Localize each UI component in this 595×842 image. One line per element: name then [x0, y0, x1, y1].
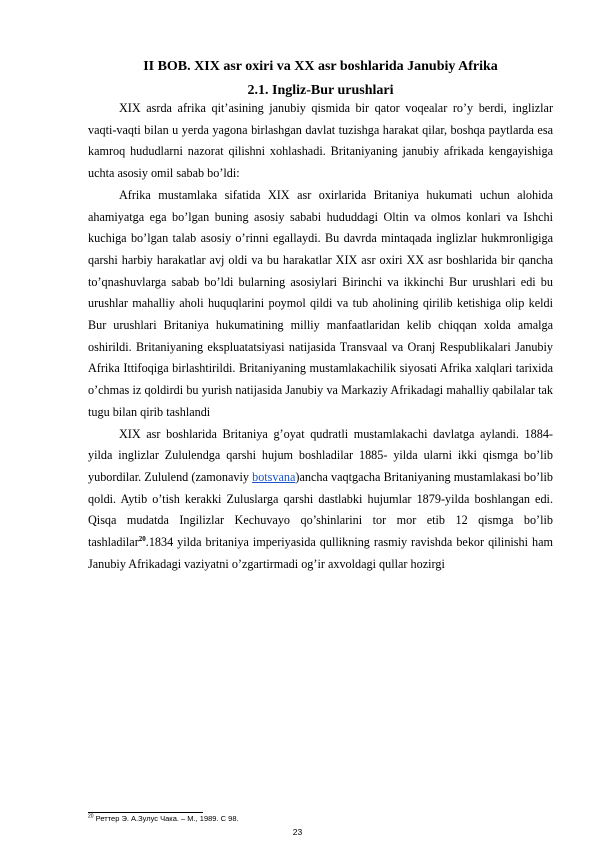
paragraph-3: [88, 424, 553, 576]
paragraph-2: Afrika mustamlaka sifatida XIX asr oxirlarida Britaniya hukumati uchun alohida ahamiyatga ega bo’lgan buning asosiy sababi hududdagi Oltin va olmos konlari va Ishchi kuchiga bo’lgan talab asosiy o’rinni egallaydi. Bu davrda mintaqada inglizlar hukmronligiga qarshi harbiy harakatlar avj oldi va bu harakatlar XIX asr oxiri XX asr boshlarida bir qancha to’qnashuvlarga sabab bo’ldi bularning asosiylari Birinchi va ikkinchi Bur urushlari edi bu urushlar mahalliy aholi huquqlarini poymol qildi va tub aholining qirilib ketishiga olip keldi Bur urushlari Britaniya hukumatining milliy manfaatlaridan kelib chiqqan xolda amalga oshirildi. Britaniyaning ekspluatatsiyasi natijasida Transvaal va Oranj Respublikalari Janubiy Afrika Ittifoqiga birlashtirildi. Britaniyaning mustamlakachilik siyosati Afrika xalqlari tarixida o’chmas iz qoldirdi bu yurish natijasida Janubiy va Markaziy Afrikadagi mahalliy qabilalar tak tugu bilan qirib tashlandi: [88, 187, 553, 419]
page-number: 23: [292, 827, 303, 837]
paragraph-1: XIX asrda afrika qit’asining janubiy qismida bir qator voqealar ro’y berdi, inglizlar vaqti-vaqti bilan u yerda yagona birlashgan davlat tuzishga harakat qilar, boshqa paytlarda esa kamroq hududlarni nazorat qilishni xohlashadi. Britaniyaning janubiy afrikada kengayishiga uchta asosiy omil sabab bo’ldi:: [88, 101, 553, 181]
footnote-reference[interactable]: 20: [138, 535, 146, 543]
paragraph-3-text-middle: )ancha vaqtgacha Britaniyaning mustamlakasi bo’lib qoldi. Aytib o’tish kerakki Zuluslarga qarshi dastlabki hujumlar 1879-yilda boshlangan edi. Qisqa mudatda Ingilizlar Kechuvayo qo’shinlarini tor mor etib 12 qismga bo’lib tashladilar: [88, 469, 553, 550]
botsvana-link[interactable]: botsvana: [252, 469, 296, 484]
footnote: [88, 814, 239, 824]
footnote-divider: [88, 812, 203, 813]
chapter-title: II BOB. XIX asr oxiri va XX asr boshlarida Janubiy Afrika: [143, 59, 498, 74]
body-text: [88, 98, 553, 575]
paragraph-3-text-end: .1834 yilda britaniya imperiyasida qullikning rasmiy ravishda bekor qilinishi ham Janubiy Afrikadagi vaziyatni o’zgartirmadi og’ir axvoldagi qullar hozirgi: [88, 535, 553, 571]
paragraph-3-text-start: XIX asr boshlarida Britaniya g’oyat qudratli mustamlakachi davlatga aylandi. 1884-yilda inglizlar Zululendga qarshi hujum boshladilar 1885- yilda ularni ikki qismga bo’lib yubordilar. Zululend (zamonaviy: [88, 426, 553, 484]
footnote-text: Реттер Э. А.Зулус Чака. – М., 1989. С 98.: [93, 814, 239, 823]
footnote-number: 20: [88, 813, 94, 820]
section-title: 2.1. Ingliz-Bur urushlari: [247, 83, 394, 98]
